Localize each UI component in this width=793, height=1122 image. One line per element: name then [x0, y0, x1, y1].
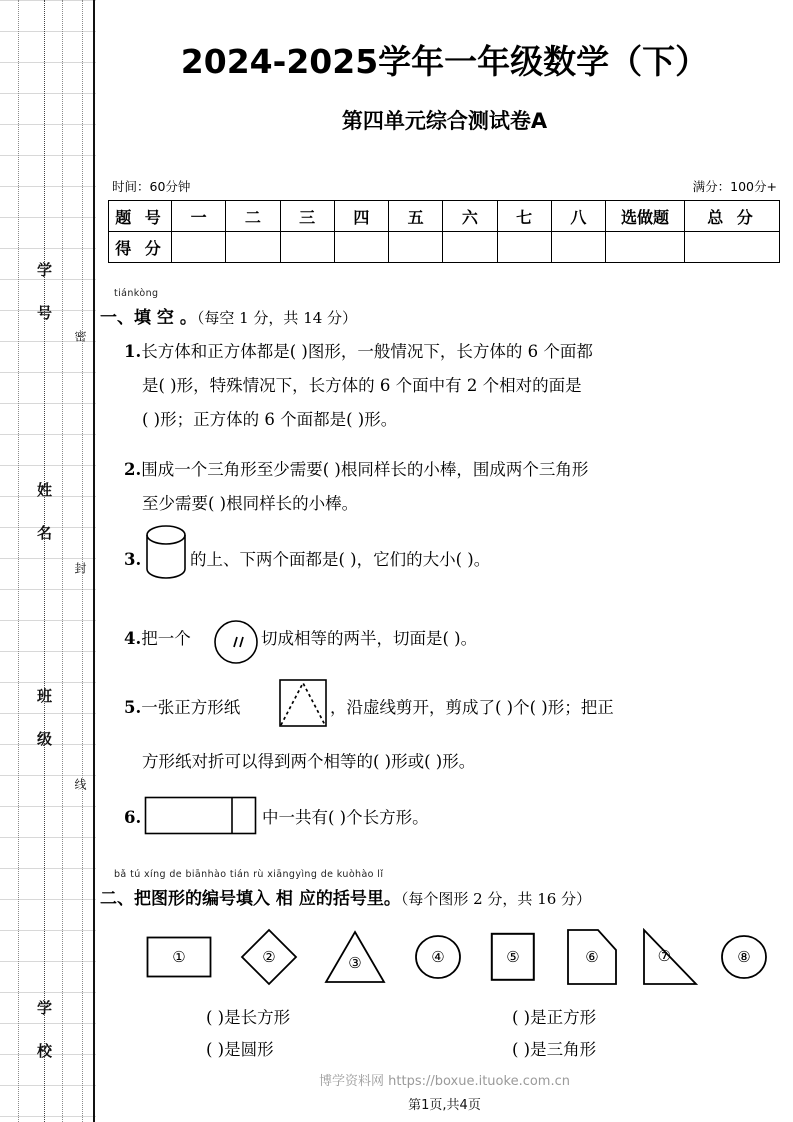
score-cell[interactable] — [606, 232, 685, 263]
score-cell[interactable] — [334, 232, 388, 263]
answer-blank-paren-2: ( ) — [512, 1008, 531, 1027]
answer-label-2: 是正方形 — [530, 1008, 597, 1027]
page-number: 第1页,共4页 — [408, 1098, 481, 1113]
question-5-number: 5. — [124, 698, 142, 717]
answer-blank-square[interactable] — [512, 1004, 596, 1028]
question-4-prefix: 把一个 — [141, 629, 191, 648]
question-1-line-2 — [142, 378, 582, 395]
score-cell[interactable] — [280, 232, 334, 263]
shape-6-label: ⑥ — [585, 948, 599, 966]
field-student-name: 姓 名 — [35, 482, 53, 545]
answer-label-1: 是长方形 — [224, 1008, 291, 1027]
table-row — [109, 201, 780, 232]
exam-page — [96, 0, 793, 1122]
question-3-text-1: 的上、下两个面都是( )，它们的大小( )。 — [190, 550, 491, 569]
section2-pinyin: bǎ tú xíng de biānhào tián rù xiāngyìng de kuòhào lǐ — [114, 869, 384, 880]
score-table-header-cell: 五 — [389, 201, 443, 232]
cylinder-figure — [144, 524, 188, 580]
shape-2-label: ② — [262, 948, 276, 966]
answer-blank-circle[interactable] — [206, 1036, 274, 1060]
answer-blank-paren-3: ( ) — [206, 1040, 225, 1059]
answer-blank-triangle[interactable] — [512, 1036, 596, 1060]
shape-6-pentagon[interactable] — [566, 928, 618, 986]
field-student-id: 学 号 — [35, 262, 53, 325]
square-with-dashed-triangle-figure — [278, 678, 328, 728]
exam-duration: 时间：60分钟 — [112, 179, 191, 194]
question-5-text-2: 方形纸对折可以得到两个相等的( )形或( )形。 — [142, 752, 476, 771]
question-1-text-1: 长方体和正方体都是( )图形，一般情况下，长方体的 6 个面都 — [141, 342, 593, 361]
question-6-text — [262, 810, 429, 827]
answer-label-3: 是圆形 — [224, 1040, 274, 1059]
site-watermark: 博学资料网 https://boxue.ituoke.com.cn — [319, 1074, 570, 1089]
question-6-number-wrap — [124, 810, 141, 827]
shape-1-label: ① — [172, 948, 186, 966]
score-table-header-cell: 六 — [443, 201, 497, 232]
question-1-text-2: 是( )形，特殊情况下，长方体的 6 个面中有 2 个相对的面是 — [142, 376, 582, 395]
question-3-text — [190, 552, 490, 569]
question-2-number: 2. — [124, 460, 142, 479]
question-3-number: 3. — [124, 550, 142, 569]
question-5-prefix: 一张正方形纸 — [141, 698, 241, 717]
score-cell[interactable] — [443, 232, 497, 263]
answer-blank-paren-1: ( ) — [206, 1008, 225, 1027]
shape-5-label: ⑤ — [506, 948, 520, 966]
question-2-text-1: 围成一个三角形至少需要( )根同样长的小棒，围成两个三角形 — [141, 460, 589, 479]
margin-dotted-line — [62, 0, 63, 1122]
score-table-header-cell: 八 — [551, 201, 605, 232]
question-2-line-1 — [124, 462, 588, 479]
score-cell[interactable] — [226, 232, 280, 263]
page-subtitle: 第四单元综合测试卷A — [341, 109, 548, 133]
seal-mark-feng: 封 — [73, 562, 87, 574]
score-cell[interactable] — [172, 232, 226, 263]
table-row — [109, 232, 780, 263]
shape-3-triangle[interactable] — [324, 930, 386, 984]
shapes-row — [96, 926, 793, 992]
score-table-header-cell: 二 — [226, 201, 280, 232]
section1-heading-text: 一、填 空 。 — [100, 308, 197, 328]
section1-heading — [100, 303, 357, 328]
page-title: 2024-2025学年一年级数学（下） — [180, 42, 709, 81]
answer-label-4: 是三角形 — [530, 1040, 597, 1059]
shape-7-label: ⑦ — [657, 946, 672, 965]
score-table-row-label: 题 号 — [109, 201, 172, 232]
split-rectangle-figure — [144, 796, 258, 836]
question-6-text-1: 中一共有( )个长方形。 — [262, 808, 429, 827]
question-1-line-3 — [142, 412, 397, 429]
shape-4-label: ④ — [431, 948, 445, 966]
score-table-header-cell: 一 — [172, 201, 226, 232]
seal-mark-mi: 密 — [73, 330, 87, 342]
shape-4-circle[interactable] — [414, 934, 462, 980]
score-table-header-cell: 三 — [280, 201, 334, 232]
question-5-text-1-wrap — [330, 700, 614, 717]
score-table-header-cell-total: 总 分 — [685, 201, 780, 232]
question-5-line-2 — [142, 754, 475, 771]
question-2-line-2 — [142, 496, 358, 513]
shape-8-label: ⑧ — [737, 948, 751, 966]
question-4-line — [124, 631, 191, 648]
shape-8-circle[interactable] — [720, 934, 768, 980]
question-1-text-3: ( )形；正方体的 6 个面都是( )形。 — [142, 410, 398, 429]
score-table-header-cell-optional: 选做题 — [606, 201, 685, 232]
question-5-line-1 — [124, 700, 240, 717]
margin-dotted-line — [82, 0, 83, 1122]
field-class: 班 级 — [35, 688, 53, 751]
answer-sheet-margin-strip — [0, 0, 96, 1122]
question-1-number: 1. — [124, 342, 142, 361]
score-table-header-cell: 七 — [497, 201, 551, 232]
question-4-number: 4. — [124, 629, 142, 648]
score-cell[interactable] — [497, 232, 551, 263]
shape-1-rectangle[interactable] — [146, 936, 212, 978]
shape-5-square[interactable] — [490, 932, 536, 982]
question-4-text-1: 切成相等的两半，切面是( )。 — [261, 629, 478, 648]
shape-3-label: ③ — [348, 954, 362, 973]
question-2-text-2: 至少需要( )根同样长的小棒。 — [142, 494, 359, 513]
section2-points: （每个图形 2 分，共 16 分） — [400, 890, 592, 908]
sphere-figure — [213, 619, 259, 665]
section2-heading-text: 二、把图形的编号填入 相 应的括号里。 — [100, 889, 401, 909]
question-3-number-wrap — [124, 552, 141, 569]
score-table — [108, 200, 780, 263]
section1-pinyin: tiánkòng — [114, 288, 159, 299]
exam-meta-row — [112, 177, 777, 193]
answer-blank-rectangle[interactable] — [206, 1004, 290, 1028]
shape-2-diamond[interactable] — [240, 928, 298, 986]
score-cell[interactable] — [685, 232, 780, 263]
score-cell[interactable] — [389, 232, 443, 263]
exam-full-score: 满分：100分+ — [692, 179, 777, 194]
field-school: 学 校 — [35, 1000, 53, 1063]
section1-points: （每空 1 分，共 14 分） — [196, 309, 358, 327]
margin-dotted-line — [44, 0, 45, 1122]
shape-7-right-triangle[interactable] — [642, 928, 698, 986]
question-4-text — [261, 631, 477, 648]
score-cell[interactable] — [551, 232, 605, 263]
score-table-header-cell: 四 — [334, 201, 388, 232]
score-table-row-label: 得 分 — [109, 232, 172, 263]
margin-divider-line — [93, 0, 95, 1122]
question-5-text-1: ，沿虚线剪开，剪成了( )个( )形；把正 — [330, 698, 614, 717]
question-6-number: 6. — [124, 808, 142, 827]
seal-mark-xian: 线 — [73, 778, 87, 790]
section2-heading — [100, 884, 591, 909]
margin-dotted-line — [18, 0, 19, 1122]
answer-blank-paren-4: ( ) — [512, 1040, 531, 1059]
question-1-line-1 — [124, 344, 593, 361]
